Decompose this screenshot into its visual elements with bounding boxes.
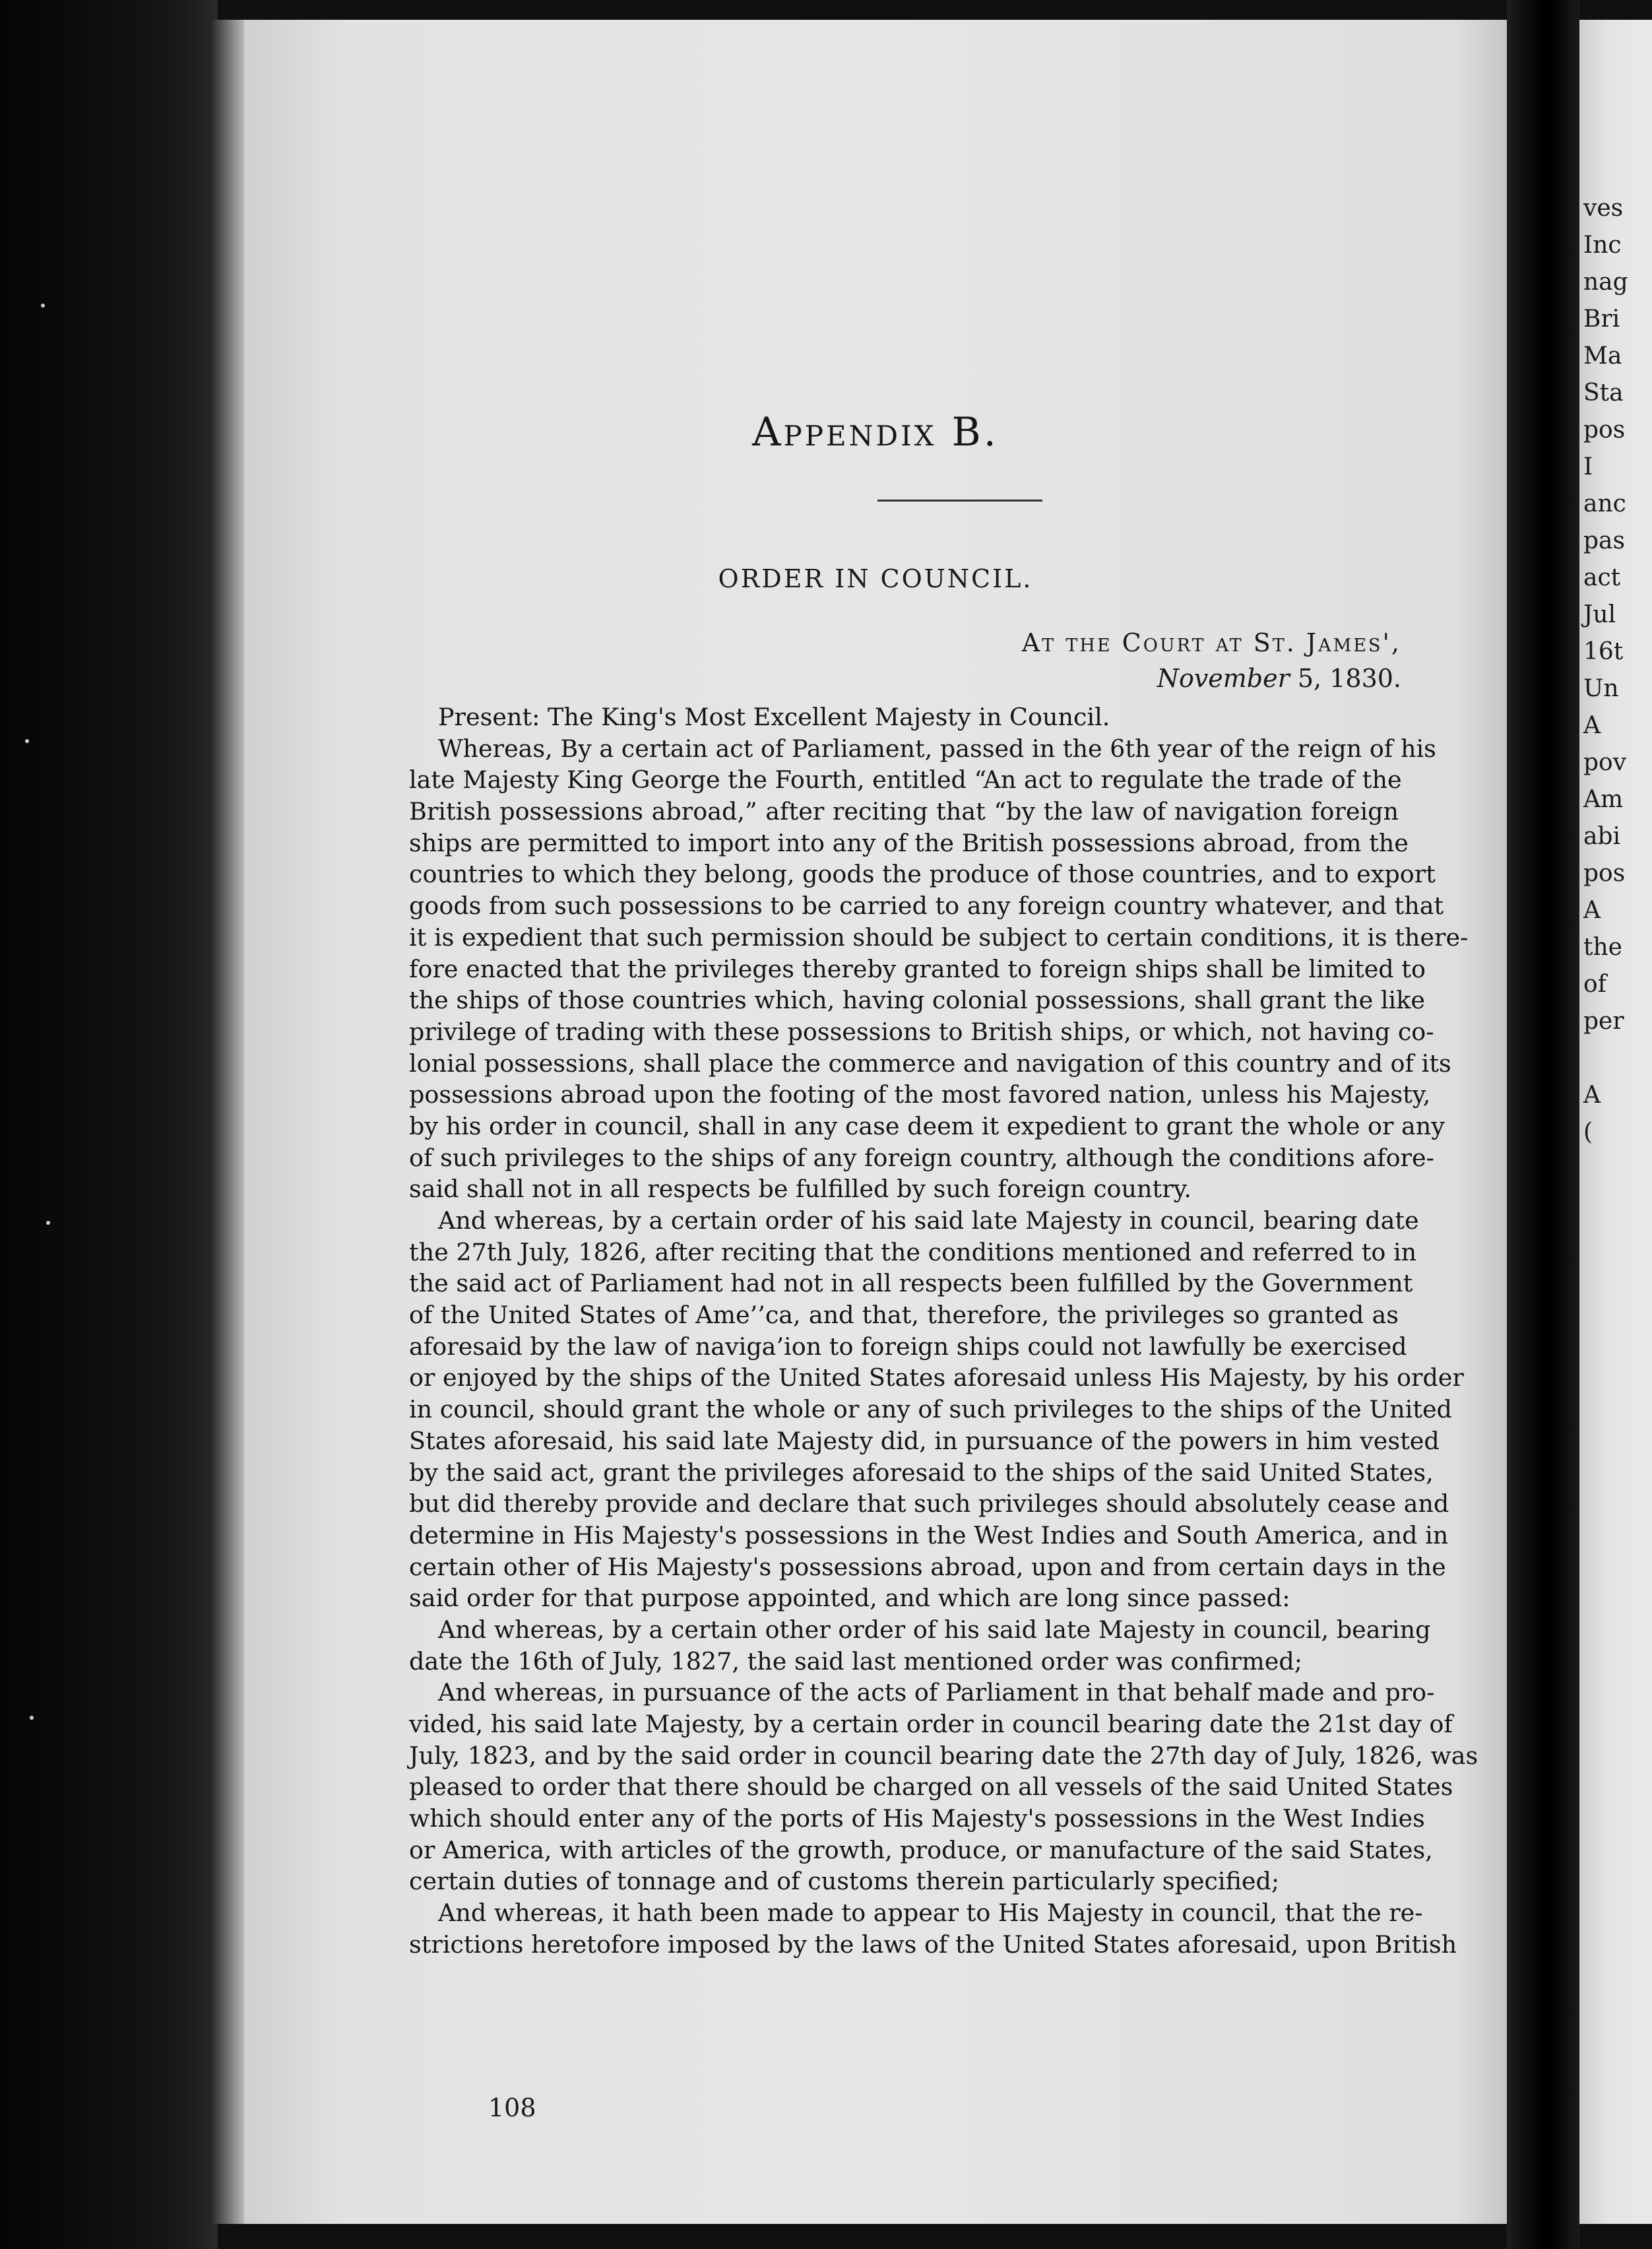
text-line: or enjoyed by the ships of the United States aforesaid unless His Majesty, by his order xyxy=(409,1363,1464,1392)
facing-text-fragment: Inc xyxy=(1583,232,1622,259)
text-line: in council, should grant the whole or any of such privileges to the ships of the United xyxy=(409,1395,1452,1424)
text-line: vided, his said late Majesty, by a certain order in council bearing date the 21st day of xyxy=(409,1710,1453,1738)
text-line: ships are permitted to import into any of the British possessions abroad, from the xyxy=(409,828,1409,857)
text-line: countries to which they belong, goods the produce of those countries, and to export xyxy=(409,860,1436,889)
text-line: certain duties of tonnage and of customs therein particularly specified; xyxy=(409,1867,1280,1896)
title-rule xyxy=(877,500,1042,502)
text-line: which should enter any of the ports of His Majesty's possessions in the West Indies xyxy=(409,1804,1425,1833)
facing-text-fragment: act xyxy=(1583,564,1621,591)
text-line: lonial possessions, shall place the commerce and navigation of this country and of its xyxy=(409,1049,1451,1078)
book-page xyxy=(244,20,1507,2224)
facing-text-fragment: Bri xyxy=(1583,306,1620,333)
text-line: British possessions abroad,” after reciting that “by the law of navigation foreign xyxy=(409,797,1399,826)
text-line: Present: The King's Most Excellent Majesty in Council. xyxy=(438,703,1110,731)
text-line: States aforesaid, his said late Majesty did, in pursuance of the powers in him vested xyxy=(409,1426,1440,1455)
facing-text-fragment: anc xyxy=(1583,490,1626,517)
text-line: late Majesty King George the Fourth, entitled “An act to regulate the trade of the xyxy=(409,766,1402,795)
facing-text-fragment: pas xyxy=(1583,527,1625,554)
page-edge xyxy=(210,20,244,2224)
date-line xyxy=(1157,664,1401,693)
text-line: fore enacted that the privileges thereby granted to foreign ships shall be limited to xyxy=(409,954,1426,983)
facing-page-edge xyxy=(1579,20,1652,2224)
text-line: the 27th July, 1826, after reciting that the conditions mentioned and referred to in xyxy=(409,1237,1417,1266)
text-line: privilege of trading with these possessions to British ships, or which, not having co- xyxy=(409,1017,1434,1046)
text-line: And whereas, by a certain order of his said late Majesty in council, bearing date xyxy=(438,1206,1419,1235)
text-line: strictions heretofore imposed by the laws of the United States aforesaid, upon British xyxy=(409,1930,1457,1959)
text-line: but did thereby provide and declare that such privileges should absolutely cease and xyxy=(409,1489,1449,1518)
text-line: by the said act, grant the privileges aforesaid to the ships of the said United States, xyxy=(409,1458,1434,1487)
facing-text-fragment: I xyxy=(1583,453,1593,480)
facing-text-fragment: Jul xyxy=(1583,601,1616,628)
date-rest: 5, 1830. xyxy=(1289,664,1401,693)
date-month: November xyxy=(1157,664,1290,693)
text-line: it is expedient that such permission should be subject to certain conditions, it is there- xyxy=(409,923,1469,952)
text-line: the said act of Parliament had not in all respects been fulfilled by the Government xyxy=(409,1269,1413,1298)
facing-text-fragment: of xyxy=(1583,971,1606,998)
facing-text-fragment: 16t xyxy=(1583,638,1624,665)
speck xyxy=(25,739,29,743)
place-line: At the Court at St. James', xyxy=(1021,628,1401,657)
text-line: of the United States of Ame’’ca, and that, therefore, the privileges so granted as xyxy=(409,1301,1399,1330)
text-line: of such privileges to the ships of any foreign country, although the conditions afore- xyxy=(409,1143,1434,1172)
facing-text-fragment: per xyxy=(1583,1008,1624,1035)
text-line: And whereas, in pursuance of the acts of Parliament in that behalf made and pro- xyxy=(438,1678,1435,1707)
facing-text-fragment: Sta xyxy=(1583,379,1624,407)
facing-text-fragment: nag xyxy=(1583,269,1628,296)
facing-text-fragment: A xyxy=(1583,712,1601,739)
page-number: 108 xyxy=(488,2093,536,2122)
speck xyxy=(46,1221,50,1225)
text-line: date the 16th of July, 1827, the said last mentioned order was confirmed; xyxy=(409,1646,1302,1676)
facing-text-fragment: ves xyxy=(1583,195,1624,222)
text-line: or America, with articles of the growth, produce, or manufacture of the said States, xyxy=(409,1835,1433,1864)
facing-text-fragment: Un xyxy=(1583,675,1619,702)
facing-text-fragment: ( xyxy=(1583,1119,1593,1146)
text-line: And whereas, it hath been made to appear to His Majesty in council, that the re- xyxy=(438,1899,1423,1928)
text-line: Whereas, By a certain act of Parliament, passed in the 6th year of the reign of his xyxy=(438,734,1436,763)
book-gutter xyxy=(1507,0,1579,2249)
text-line: pleased to order that there should be charged on all vessels of the said United States xyxy=(409,1773,1453,1802)
facing-text-fragment xyxy=(1583,1040,1628,1077)
speck xyxy=(41,304,45,308)
facing-text-fragment: abi xyxy=(1583,823,1621,850)
text-line: by his order in council, shall in any case deem it expedient to grant the whole or any xyxy=(409,1111,1445,1140)
book-binding-shadow xyxy=(0,0,218,2249)
text-line: said order for that purpose appointed, and which are long since passed: xyxy=(409,1584,1290,1613)
appendix-title: Appendix B. xyxy=(752,409,999,455)
facing-page-text xyxy=(1583,190,1628,1151)
facing-text-fragment: pov xyxy=(1583,749,1627,776)
text-line: July, 1823, and by the said order in council bearing date the 27th day of July, 1826, was xyxy=(409,1741,1478,1770)
section-title: ORDER IN COUNCIL. xyxy=(718,564,1033,593)
text-line: determine in His Majesty's possessions in the West Indies and South America, and in xyxy=(409,1520,1449,1549)
text-line: the ships of those countries which, having colonial possessions, shall grant the like xyxy=(409,986,1425,1015)
facing-text-fragment: Ma xyxy=(1583,342,1622,370)
facing-text-fragment: Am xyxy=(1583,786,1624,813)
text-line: aforesaid by the law of naviga’ion to foreign ships could not lawfully be exercised xyxy=(409,1332,1407,1361)
text-line: said shall not in all respects be fulfilled by such foreign country. xyxy=(409,1175,1192,1204)
speck xyxy=(30,1716,34,1720)
facing-text-fragment: A xyxy=(1583,1082,1601,1109)
facing-text-fragment: pos xyxy=(1583,416,1626,443)
text-line: And whereas, by a certain other order of his said late Majesty in council, bearing xyxy=(438,1615,1431,1644)
facing-text-fragment: A xyxy=(1583,897,1601,924)
text-line: goods from such possessions to be carried to any foreign country whatever, and that xyxy=(409,892,1444,921)
body-text xyxy=(409,701,1478,1961)
text-line: certain other of His Majesty's possessions abroad, upon and from certain days in the xyxy=(409,1552,1446,1581)
facing-text-fragment: the xyxy=(1583,934,1622,961)
facing-text-fragment: pos xyxy=(1583,860,1626,887)
text-line: possessions abroad upon the footing of the most favored nation, unless his Majesty, xyxy=(409,1080,1431,1109)
